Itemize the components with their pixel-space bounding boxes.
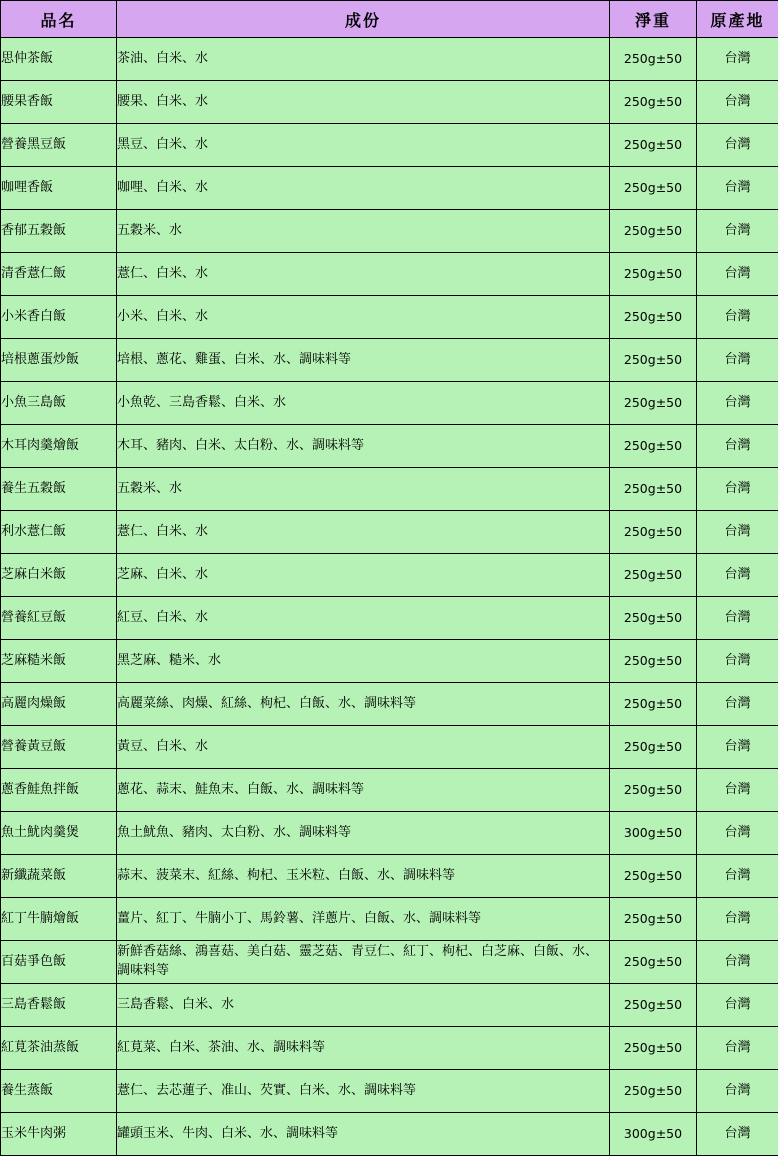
table-row [1, 769, 778, 812]
table-row [1, 468, 778, 511]
cell-ingredients: 高麗菜絲、肉燥、紅絲、枸杞、白飯、水、調味料等 [117, 683, 610, 726]
table-header-row [1, 1, 778, 38]
cell-origin: 台灣 [697, 339, 778, 382]
table-row [1, 425, 778, 468]
cell-product-name: 紅莧茶油蒸飯 [1, 1027, 117, 1070]
cell-product-name: 木耳肉羹燴飯 [1, 425, 117, 468]
cell-ingredients: 五穀米、水 [117, 468, 610, 511]
table-row [1, 81, 778, 124]
cell-origin: 台灣 [697, 124, 778, 167]
table-row [1, 597, 778, 640]
cell-ingredients: 芝麻、白米、水 [117, 554, 610, 597]
table-row [1, 210, 778, 253]
cell-product-name: 思仲茶飯 [1, 38, 117, 81]
cell-origin: 台灣 [697, 1027, 778, 1070]
cell-product-name: 腰果香飯 [1, 81, 117, 124]
cell-ingredients: 薏仁、白米、水 [117, 253, 610, 296]
cell-origin: 台灣 [697, 468, 778, 511]
table-row [1, 1070, 778, 1113]
table-row [1, 1113, 778, 1156]
cell-ingredients: 黑豆、白米、水 [117, 124, 610, 167]
cell-net-weight: 250g±50 [610, 167, 697, 210]
table-row [1, 683, 778, 726]
cell-net-weight: 250g±50 [610, 38, 697, 81]
table-row [1, 812, 778, 855]
cell-net-weight: 250g±50 [610, 640, 697, 683]
cell-origin: 台灣 [697, 81, 778, 124]
table-row [1, 167, 778, 210]
cell-net-weight: 250g±50 [610, 855, 697, 898]
column-header-origin: 原產地 [697, 1, 778, 38]
table-body [1, 38, 778, 1156]
cell-ingredients: 腰果、白米、水 [117, 81, 610, 124]
cell-net-weight: 300g±50 [610, 1113, 697, 1156]
cell-ingredients: 紅莧菜、白米、茶油、水、調味料等 [117, 1027, 610, 1070]
cell-origin: 台灣 [697, 941, 778, 984]
cell-net-weight: 250g±50 [610, 597, 697, 640]
cell-product-name: 高麗肉燥飯 [1, 683, 117, 726]
cell-origin: 台灣 [697, 511, 778, 554]
cell-origin: 台灣 [697, 253, 778, 296]
cell-product-name: 紅丁牛腩燴飯 [1, 898, 117, 941]
cell-origin: 台灣 [697, 597, 778, 640]
cell-product-name: 魚土魷肉羹煲 [1, 812, 117, 855]
cell-product-name: 新纖蔬菜飯 [1, 855, 117, 898]
cell-ingredients: 黃豆、白米、水 [117, 726, 610, 769]
table-row [1, 253, 778, 296]
cell-product-name: 小魚三島飯 [1, 382, 117, 425]
cell-ingredients: 薏仁、白米、水 [117, 511, 610, 554]
cell-ingredients: 紅豆、白米、水 [117, 597, 610, 640]
cell-net-weight: 250g±50 [610, 898, 697, 941]
cell-product-name: 營養紅豆飯 [1, 597, 117, 640]
cell-origin: 台灣 [697, 812, 778, 855]
table-row [1, 38, 778, 81]
cell-net-weight: 250g±50 [610, 425, 697, 468]
cell-product-name: 營養黑豆飯 [1, 124, 117, 167]
cell-origin: 台灣 [697, 898, 778, 941]
cell-net-weight: 250g±50 [610, 253, 697, 296]
cell-net-weight: 250g±50 [610, 511, 697, 554]
cell-origin: 台灣 [697, 167, 778, 210]
cell-net-weight: 300g±50 [610, 812, 697, 855]
cell-origin: 台灣 [697, 38, 778, 81]
cell-origin: 台灣 [697, 296, 778, 339]
column-header-ingredients: 成份 [117, 1, 610, 38]
cell-ingredients: 蒜末、菠菜末、紅絲、枸杞、玉米粒、白飯、水、調味料等 [117, 855, 610, 898]
cell-ingredients: 新鮮香菇絲、鴻喜菇、美白菇、靈芝菇、青豆仁、紅丁、枸杞、白芝麻、白飯、水、調味料等 [117, 941, 610, 984]
cell-net-weight: 250g±50 [610, 554, 697, 597]
cell-product-name: 玉米牛肉粥 [1, 1113, 117, 1156]
cell-ingredients: 魚土魷魚、豬肉、太白粉、水、調味料等 [117, 812, 610, 855]
cell-ingredients: 黑芝麻、糙米、水 [117, 640, 610, 683]
cell-origin: 台灣 [697, 769, 778, 812]
cell-origin: 台灣 [697, 640, 778, 683]
table-row [1, 511, 778, 554]
cell-product-name: 芝麻糙米飯 [1, 640, 117, 683]
table-row [1, 296, 778, 339]
table-row [1, 1027, 778, 1070]
cell-origin: 台灣 [697, 382, 778, 425]
cell-ingredients: 蔥花、蒜末、鮭魚末、白飯、水、調味料等 [117, 769, 610, 812]
cell-product-name: 清香薏仁飯 [1, 253, 117, 296]
cell-ingredients: 小米、白米、水 [117, 296, 610, 339]
cell-origin: 台灣 [697, 425, 778, 468]
cell-product-name: 養生蒸飯 [1, 1070, 117, 1113]
table-row [1, 640, 778, 683]
cell-ingredients: 罐頭玉米、牛肉、白米、水、調味料等 [117, 1113, 610, 1156]
cell-net-weight: 250g±50 [610, 769, 697, 812]
cell-origin: 台灣 [697, 210, 778, 253]
cell-origin: 台灣 [697, 984, 778, 1027]
cell-net-weight: 250g±50 [610, 726, 697, 769]
table-row [1, 855, 778, 898]
cell-origin: 台灣 [697, 1070, 778, 1113]
cell-product-name: 芝麻白米飯 [1, 554, 117, 597]
cell-product-name: 蔥香鮭魚拌飯 [1, 769, 117, 812]
cell-ingredients: 薑片、紅丁、牛腩小丁、馬鈴薯、洋蔥片、白飯、水、調味料等 [117, 898, 610, 941]
table-row [1, 124, 778, 167]
cell-product-name: 香郁五穀飯 [1, 210, 117, 253]
column-header-net-weight: 淨重 [610, 1, 697, 38]
cell-net-weight: 250g±50 [610, 296, 697, 339]
cell-ingredients: 茶油、白米、水 [117, 38, 610, 81]
cell-net-weight: 250g±50 [610, 124, 697, 167]
cell-ingredients: 五穀米、水 [117, 210, 610, 253]
cell-ingredients: 小魚乾、三島香鬆、白米、水 [117, 382, 610, 425]
table-row [1, 941, 778, 984]
cell-net-weight: 250g±50 [610, 81, 697, 124]
cell-net-weight: 250g±50 [610, 468, 697, 511]
cell-product-name: 營養黃豆飯 [1, 726, 117, 769]
cell-product-name: 小米香白飯 [1, 296, 117, 339]
cell-origin: 台灣 [697, 554, 778, 597]
cell-product-name: 利水薏仁飯 [1, 511, 117, 554]
cell-net-weight: 250g±50 [610, 382, 697, 425]
cell-product-name: 三島香鬆飯 [1, 984, 117, 1027]
cell-product-name: 養生五穀飯 [1, 468, 117, 511]
cell-ingredients: 培根、蔥花、雞蛋、白米、水、調味料等 [117, 339, 610, 382]
table-row [1, 554, 778, 597]
cell-product-name: 培根蔥蛋炒飯 [1, 339, 117, 382]
cell-net-weight: 250g±50 [610, 1027, 697, 1070]
cell-ingredients: 薏仁、去芯蓮子、准山、芡實、白米、水、調味料等 [117, 1070, 610, 1113]
cell-origin: 台灣 [697, 726, 778, 769]
column-header-name: 品名 [1, 1, 117, 38]
table-row [1, 898, 778, 941]
cell-product-name: 咖哩香飯 [1, 167, 117, 210]
table-row [1, 726, 778, 769]
cell-ingredients: 三島香鬆、白米、水 [117, 984, 610, 1027]
cell-origin: 台灣 [697, 683, 778, 726]
cell-ingredients: 木耳、豬肉、白米、太白粉、水、調味料等 [117, 425, 610, 468]
cell-product-name: 百菇爭色飯 [1, 941, 117, 984]
cell-ingredients: 咖哩、白米、水 [117, 167, 610, 210]
cell-net-weight: 250g±50 [610, 1070, 697, 1113]
table-row [1, 984, 778, 1027]
cell-net-weight: 250g±50 [610, 210, 697, 253]
cell-net-weight: 250g±50 [610, 339, 697, 382]
cell-net-weight: 250g±50 [610, 941, 697, 984]
cell-net-weight: 250g±50 [610, 984, 697, 1027]
cell-origin: 台灣 [697, 1113, 778, 1156]
table-header [1, 1, 778, 38]
cell-net-weight: 250g±50 [610, 683, 697, 726]
cell-origin: 台灣 [697, 855, 778, 898]
table-row [1, 382, 778, 425]
table-row [1, 339, 778, 382]
